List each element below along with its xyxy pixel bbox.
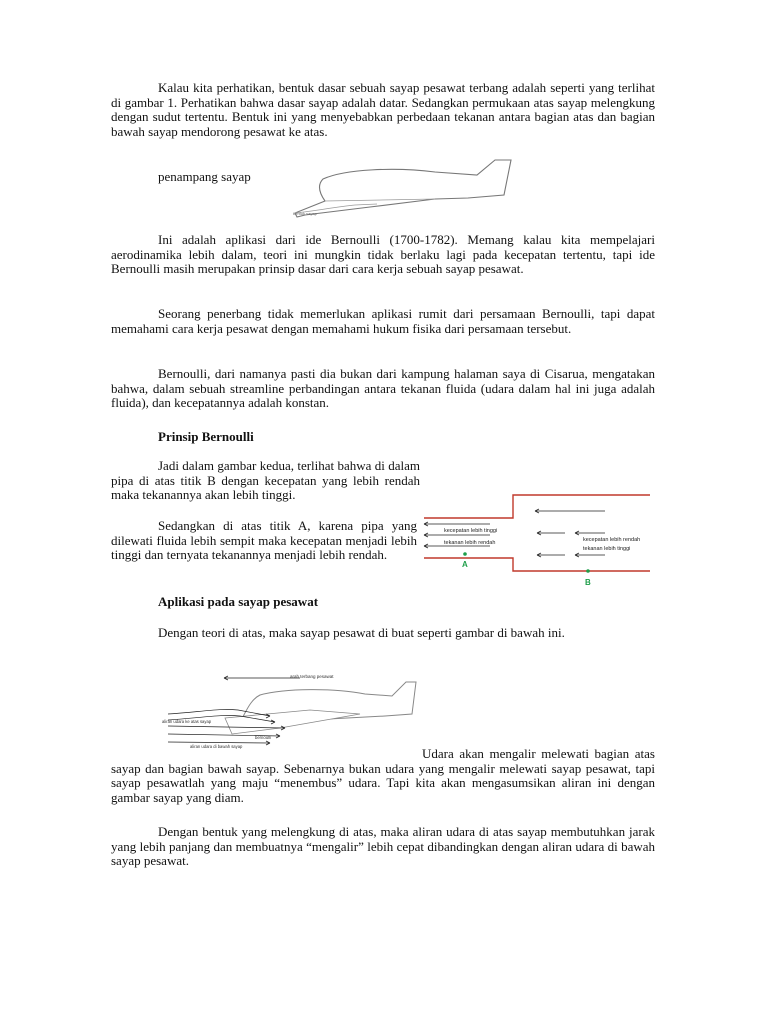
- heading-aplikasi-sayap: Aplikasi pada sayap pesawat: [158, 594, 319, 609]
- paragraph-streamline: Bernoulli, dari namanya pasti dia bukan dari kampung halaman saya di Cisarua, mengatakan bahwa, dalam sebuah streamline perbandingan antara tekanan fluida (udara dalam hal ini juga adalah fluida), dan kecepatannya adalah konstan.: [111, 366, 655, 411]
- point-b-marker: [586, 569, 590, 573]
- paragraph-intro-text: Kalau kita perhatikan, bentuk dasar sebuah sayap pesawat terbang adalah seperti yang terlihat di gambar 1. Perhatikan bahwa dasar sayap adalah datar. Sedangkan permukaan atas sayap melengkung dengan sudut tertentu. Bentuk ini yang menyebabkan perbedaan tekanan antara bagian atas dan bagian bawah sayap mendorong pesawat ke atas.: [111, 80, 655, 139]
- label-wing: bernoulli: [255, 735, 271, 740]
- label-slow-speed: kecepatan lebih rendah: [583, 537, 641, 543]
- paragraph-bernoulli-idea: Ini adalah aplikasi dari ide Bernoulli (1700-1782). Memang kalau kita mempelajari aerodinamika lebih dalam, teori ini mungkin tidak berlaku lagi pada kecepatan tertentu, tapi ide Bernoulli masih merupakan prinsip dasar dari cara kerja sebuah sayap pesawat.: [111, 232, 655, 277]
- label-top-airflow: aliran udara ke atas sayap: [162, 719, 212, 724]
- label-fast-speed: kecepatan lebih tinggi: [444, 528, 498, 534]
- pipe-lower-wall: [424, 558, 650, 571]
- figure2-pipe-diagram: [420, 488, 656, 592]
- figure1-tag: bentuk sayap: [293, 211, 317, 216]
- label-low-pressure: tekanan lebih rendah: [444, 540, 496, 546]
- heading-prinsip-bernoulli: Prinsip Bernoulli: [158, 429, 254, 444]
- point-b-label: B: [585, 578, 591, 587]
- label-high-pressure: tekanan lebih tinggi: [583, 546, 631, 552]
- paragraph-pilot: Seorang penerbang tidak memerlukan aplikasi rumit dari persamaan Bernoulli, tapi dapat memahami cara kerja pesawat dengan memahami hukum fisika dari persamaan tersebut.: [111, 306, 655, 336]
- figure3-airflow-diagram: [160, 670, 420, 754]
- point-a-marker: [463, 552, 467, 556]
- paragraph-airflow: Udara akan mengalir melewati bagian atas sayap dan bagian bawah sayap. Sebenarnya bukan udara yang mengalir melewati sayap pesawat, tapi sayap pesawatlah yang maju “menembus” udara. Tapi kita akan mengasumsikan aliran ini dengan gambar sayap yang diam.: [111, 746, 655, 805]
- figure1-wing-diagram: [285, 157, 520, 222]
- point-a-label: A: [462, 560, 468, 569]
- paragraph-curved-top: Dengan bentuk yang melengkung di atas, maka aliran udara di atas sayap membutuhkan jarak yang lebih panjang dan membuatnya “mengalir” lebih cepat dibandingkan dengan aliran udara di bawah sayap pesawat.: [111, 824, 655, 869]
- label-flight-direction: arah terbang pesawat: [290, 674, 334, 679]
- label-bottom-airflow: aliran udara di bawah sayap: [190, 744, 243, 749]
- paragraph-point-b: Jadi dalam gambar kedua, terlihat bahwa di dalam pipa di atas titik B dengan kecepatan yang lebih rendah maka tekanannya akan lebih tinggi.: [111, 458, 420, 503]
- pipe-upper-wall: [424, 495, 650, 518]
- paragraph-theory-application: Dengan teori di atas, maka sayap pesawat di buat seperti gambar di bawah ini.: [158, 625, 565, 640]
- figure1-caption: penampang sayap: [158, 169, 251, 184]
- paragraph-intro: [111, 81, 655, 139]
- paragraph-point-a: Sedangkan di atas titik A, karena pipa yang dilewati fluida lebih sempit maka kecepatan menjadi lebih tinggi dan ternyata tekanannya menjadi lebih rendah.: [111, 518, 417, 563]
